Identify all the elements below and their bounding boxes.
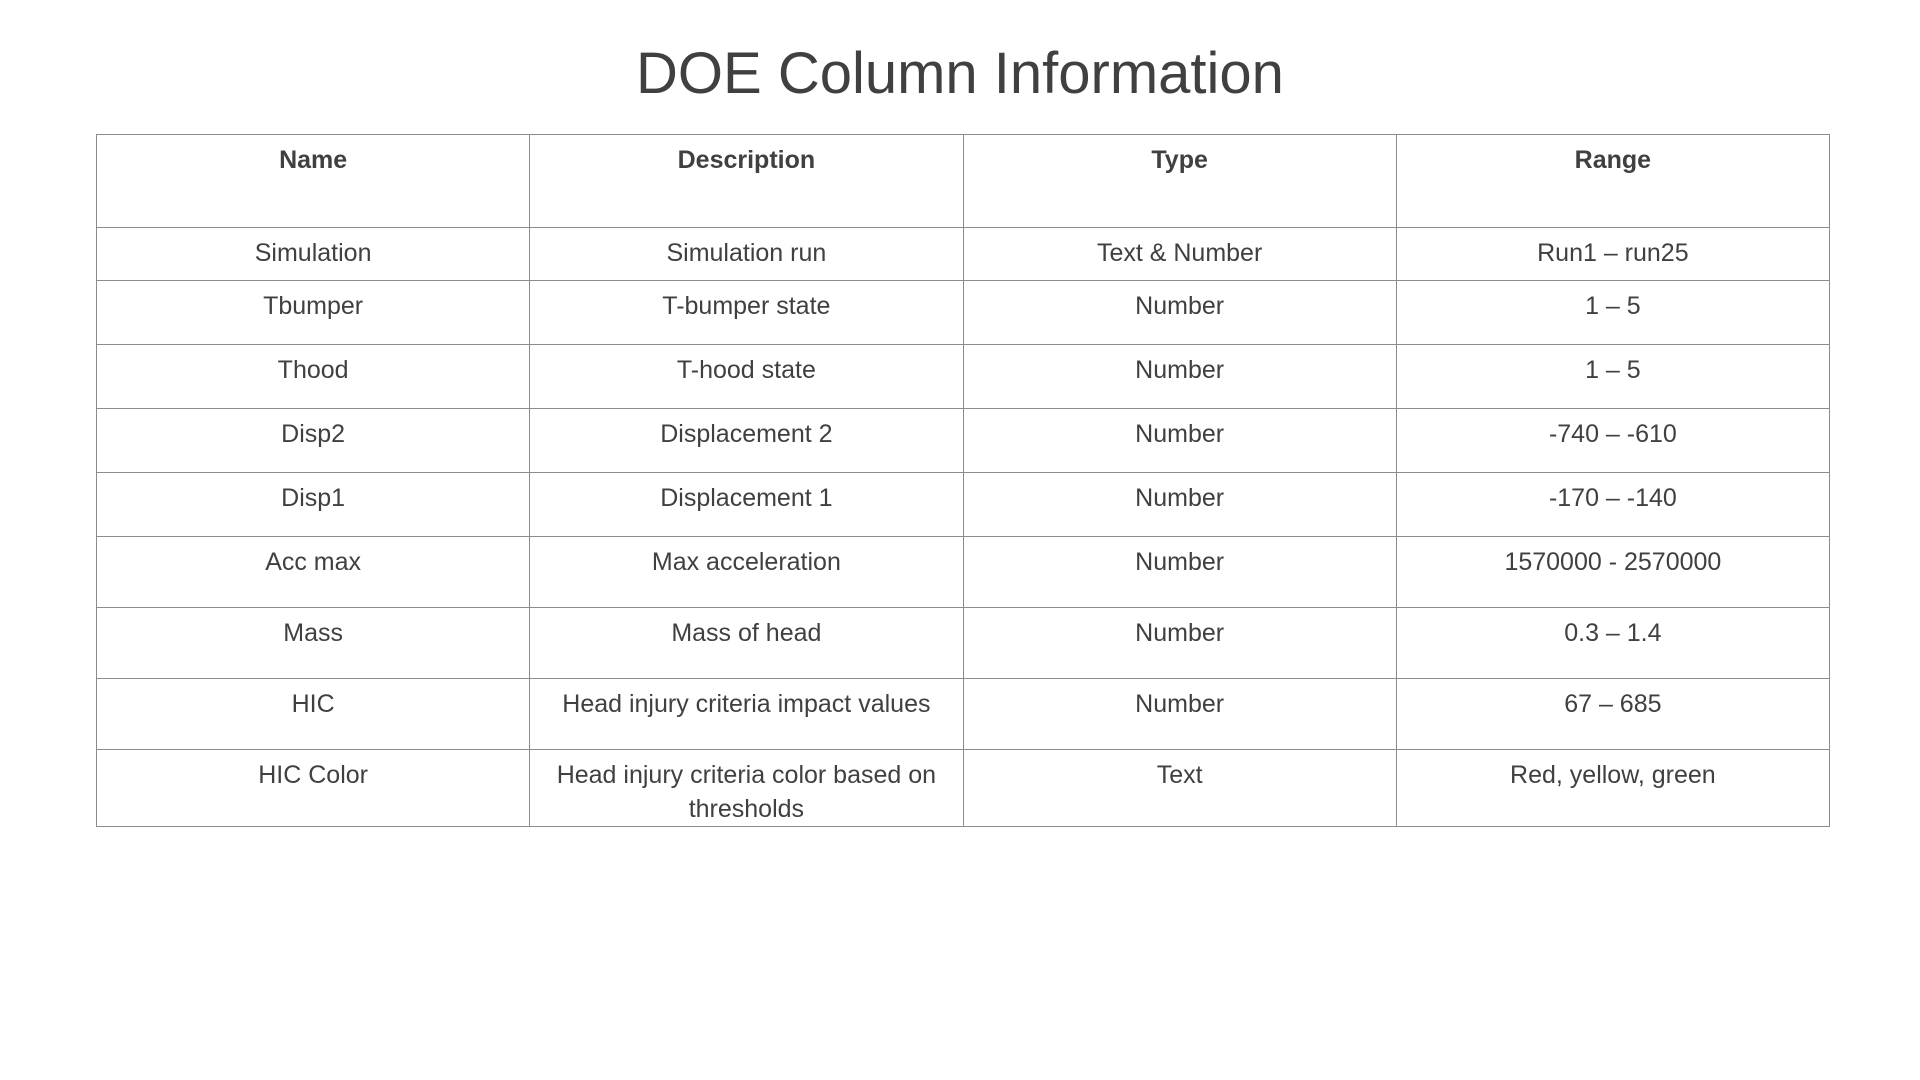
table-row <box>97 750 1830 827</box>
cell-range: -740 – -610 <box>1396 409 1829 473</box>
cell-name: HIC <box>97 679 530 750</box>
cell-name: Acc max <box>97 537 530 608</box>
cell-name: Thood <box>97 345 530 409</box>
table-row <box>97 281 1830 345</box>
cell-range: Red, yellow, green <box>1396 750 1829 827</box>
cell-range: 67 – 685 <box>1396 679 1829 750</box>
cell-name: Mass <box>97 608 530 679</box>
cell-description: Max acceleration <box>530 537 963 608</box>
cell-range: -170 – -140 <box>1396 473 1829 537</box>
cell-name: Disp1 <box>97 473 530 537</box>
column-header-name: Name <box>97 135 530 228</box>
table-row <box>97 345 1830 409</box>
column-header-range: Range <box>1396 135 1829 228</box>
cell-type: Number <box>963 345 1396 409</box>
cell-name: Disp2 <box>97 409 530 473</box>
table-row <box>97 473 1830 537</box>
table-row <box>97 537 1830 608</box>
cell-range: 1 – 5 <box>1396 281 1829 345</box>
table-header-row <box>97 135 1830 228</box>
cell-type: Text <box>963 750 1396 827</box>
cell-name: Tbumper <box>97 281 530 345</box>
table-row <box>97 409 1830 473</box>
cell-type: Number <box>963 473 1396 537</box>
cell-range: 0.3 – 1.4 <box>1396 608 1829 679</box>
cell-description: Displacement 2 <box>530 409 963 473</box>
cell-type: Number <box>963 537 1396 608</box>
cell-type: Number <box>963 679 1396 750</box>
table-row <box>97 228 1830 281</box>
cell-description: T-hood state <box>530 345 963 409</box>
cell-range: Run1 – run25 <box>1396 228 1829 281</box>
cell-range: 1 – 5 <box>1396 345 1829 409</box>
cell-description: Displacement 1 <box>530 473 963 537</box>
doe-column-table <box>96 134 1830 827</box>
cell-name: Simulation <box>97 228 530 281</box>
cell-range: 1570000 - 2570000 <box>1396 537 1829 608</box>
cell-description: T-bumper state <box>530 281 963 345</box>
cell-name: HIC Color <box>97 750 530 827</box>
table-row <box>97 679 1830 750</box>
cell-description: Simulation run <box>530 228 963 281</box>
page-title: DOE Column Information <box>636 41 1284 106</box>
column-header-type: Type <box>963 135 1396 228</box>
table-row <box>97 608 1830 679</box>
cell-type: Number <box>963 281 1396 345</box>
cell-type: Number <box>963 608 1396 679</box>
cell-description: Head injury criteria impact values <box>530 679 963 750</box>
column-header-description: Description <box>530 135 963 228</box>
cell-description: Mass of head <box>530 608 963 679</box>
cell-description: Head injury criteria color based on thresholds <box>530 750 963 827</box>
cell-type: Text & Number <box>963 228 1396 281</box>
cell-type: Number <box>963 409 1396 473</box>
